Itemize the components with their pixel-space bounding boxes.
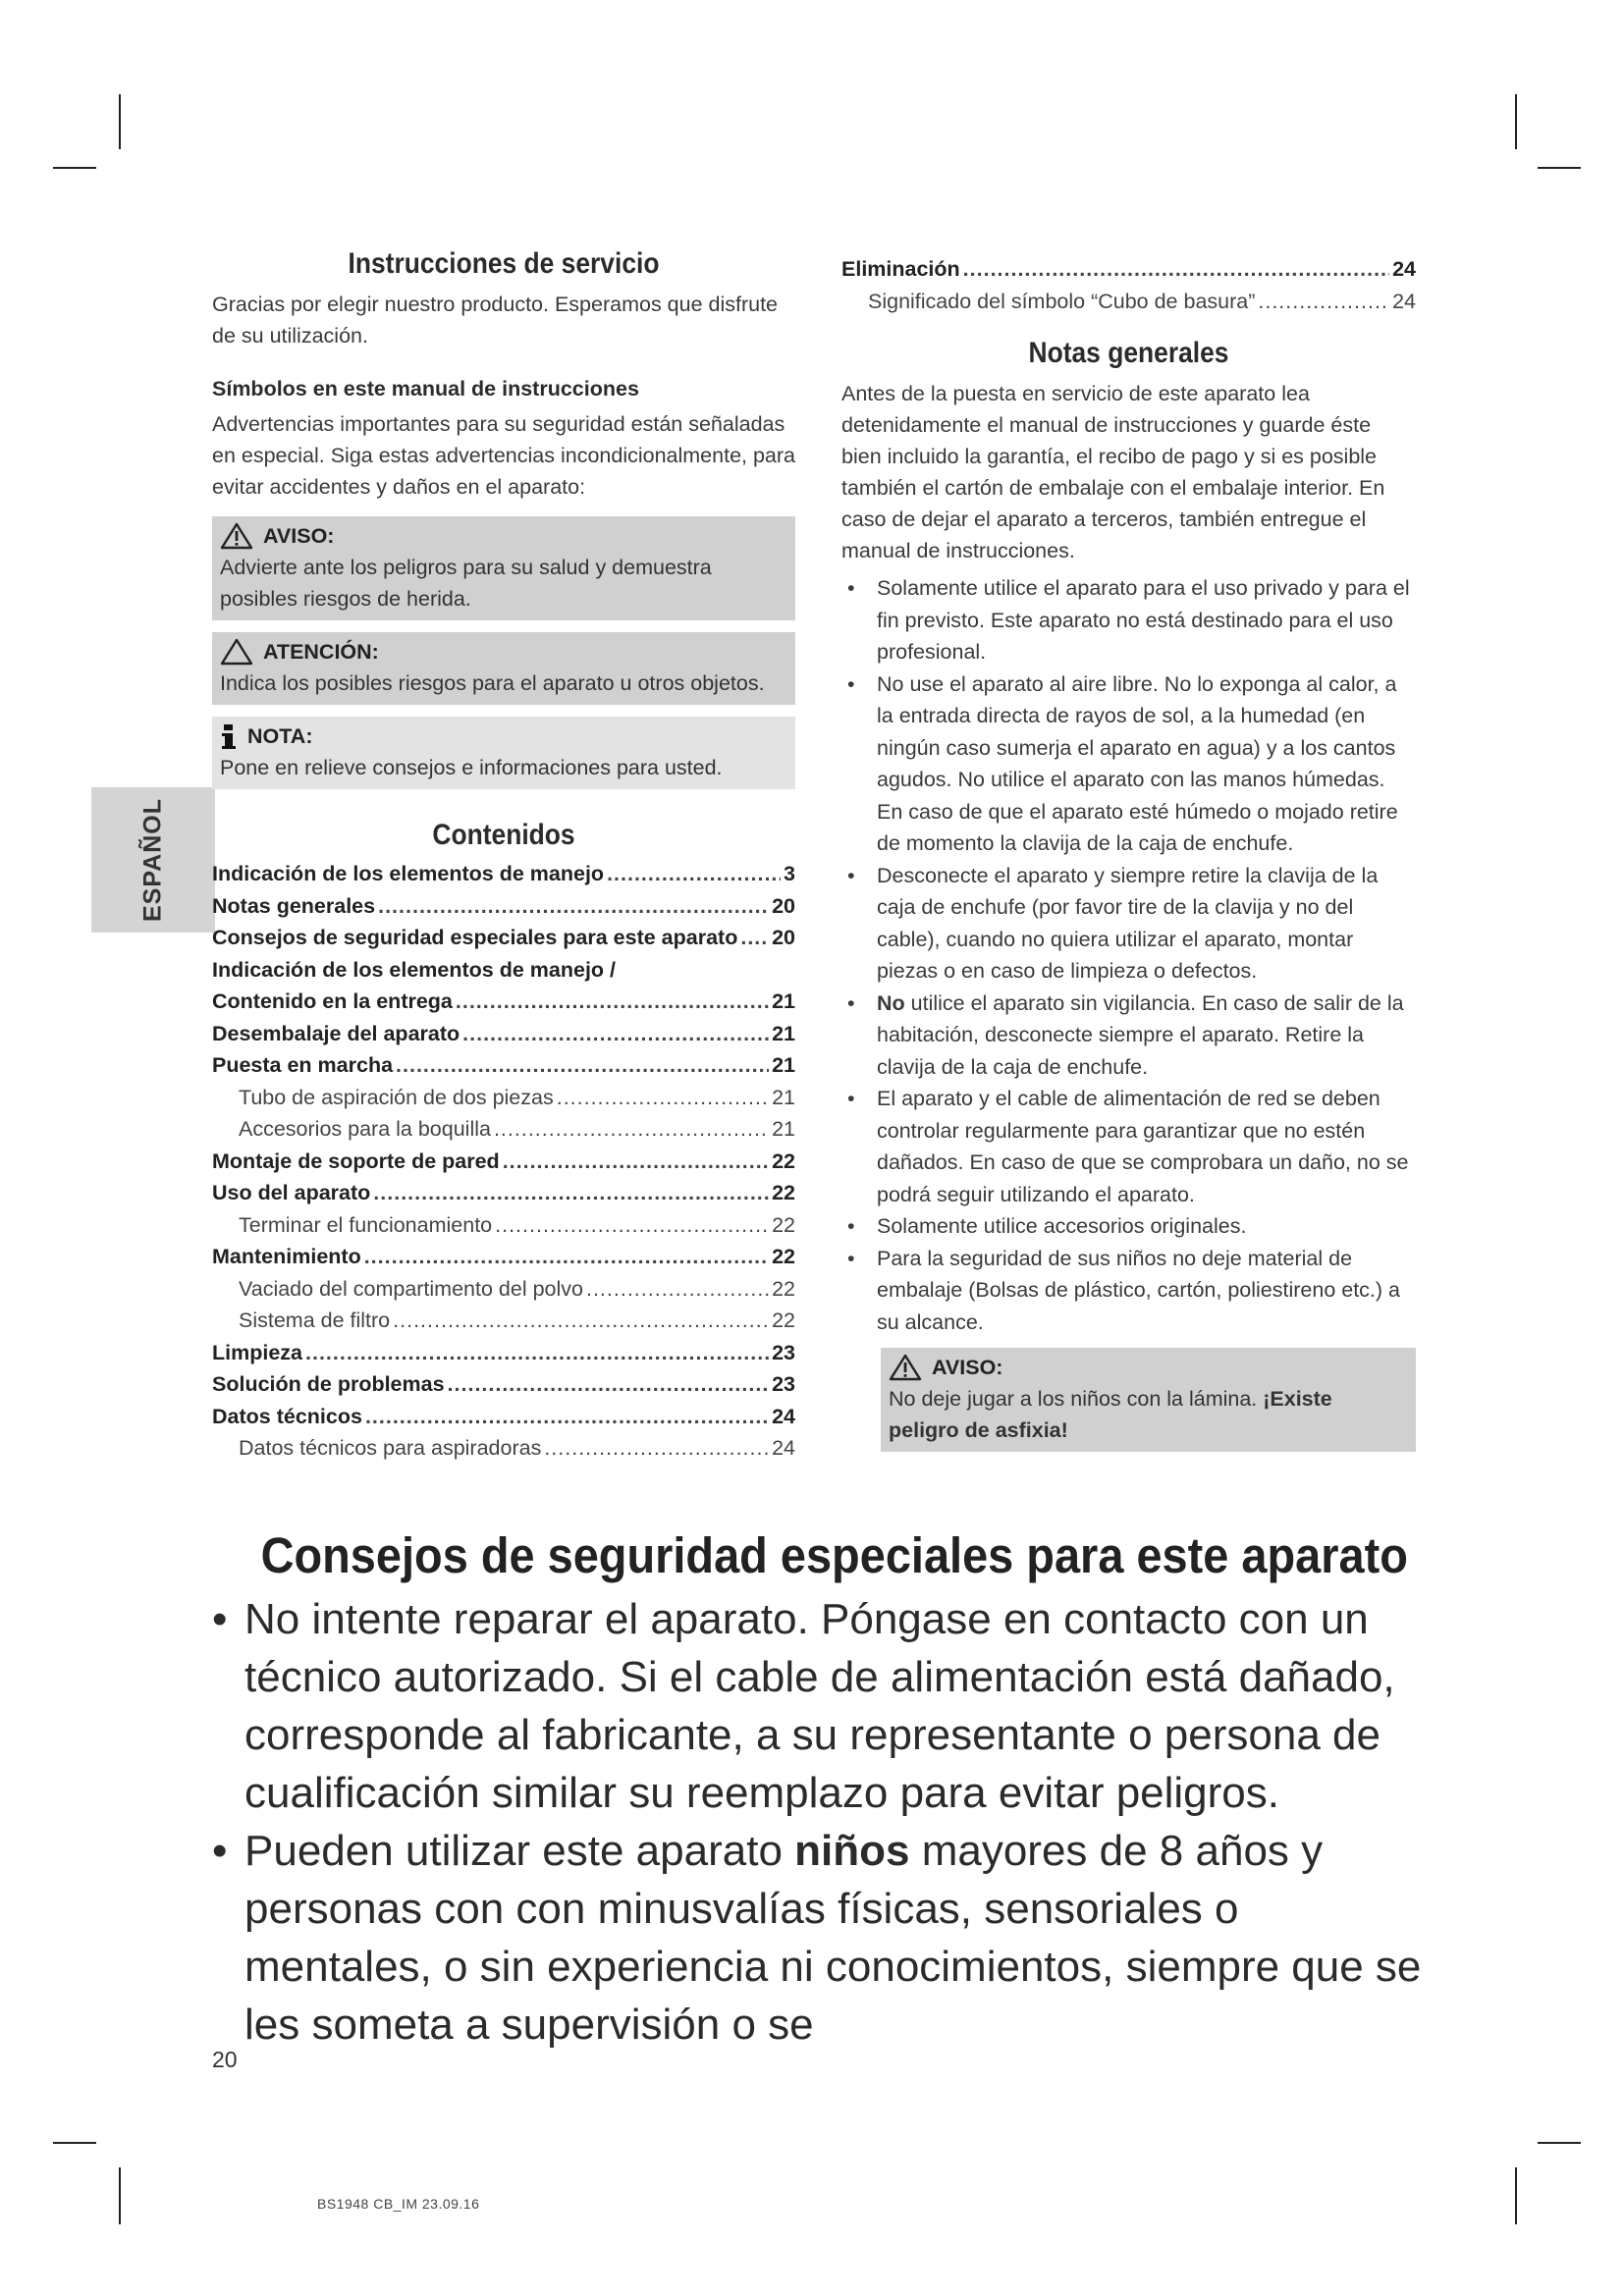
aviso-children-text-plain: No deje jugar a los niños con la lámina. bbox=[889, 1387, 1264, 1411]
toc-entry-leader bbox=[1258, 286, 1389, 318]
toc-entry-page: 23 bbox=[772, 1340, 795, 1364]
warning-triangle-icon bbox=[889, 1354, 922, 1381]
toc-entry-label: Vaciado del compartimento del polvo bbox=[239, 1276, 583, 1301]
toc-entry-page: 21 bbox=[772, 989, 795, 1013]
toc-entry-label: Puesta en marcha bbox=[212, 1053, 394, 1077]
toc-entry-label: Terminar el funcionamiento bbox=[239, 1212, 493, 1237]
safety-item-children-bold: niños bbox=[794, 1827, 910, 1875]
safety-title: Consejos de seguridad especiales para este aparato bbox=[260, 1527, 1408, 1583]
toc-entry-label: Montaje de soporte de pared bbox=[212, 1148, 500, 1173]
aviso-title: AVISO: bbox=[263, 524, 335, 548]
toc-entry-page: 22 bbox=[772, 1181, 795, 1204]
footer-code: BS1948 CB_IM 23.09.16 bbox=[317, 2196, 480, 2212]
crop-mark bbox=[119, 2167, 121, 2224]
safety-item-children-pre: Pueden utilizar este aparato bbox=[244, 1827, 795, 1875]
crop-mark bbox=[119, 94, 121, 149]
toc-entry bbox=[212, 1305, 795, 1337]
atencion-box bbox=[212, 632, 795, 705]
general-note-item: • Desconecte el aparato y siempre retire la clavija de la caja de enchufe (por favor tire de la clavija y no del cable), cuando no quiera utilizar el aparato, montar piezas o en caso de limpieza o defectos. bbox=[841, 860, 1416, 988]
toc-entry-page: 20 bbox=[772, 926, 795, 949]
general-note-item: • Para la seguridad de sus niños no deje material de embalaje (Bolsas de plástico, cartón, poliestireno etc.) a su alcance. bbox=[841, 1243, 1416, 1339]
toc-entry bbox=[841, 253, 1416, 286]
toc-entry-label: Uso del aparato bbox=[212, 1181, 371, 1204]
toc-entry-page: 21 bbox=[772, 1085, 795, 1109]
toc-entry bbox=[212, 1049, 795, 1082]
toc-entry-label: Limpieza bbox=[212, 1340, 302, 1364]
page-number: 20 bbox=[212, 2047, 238, 2072]
table-of-contents bbox=[212, 858, 795, 1465]
safety-section bbox=[212, 1526, 1430, 2054]
toc-entry-page: 20 bbox=[772, 893, 795, 918]
nota-text: Pone en relieve consejos e informaciones para usted. bbox=[220, 756, 723, 779]
toc-entry-label: Sistema de filtro bbox=[239, 1308, 391, 1332]
crop-mark bbox=[1515, 94, 1517, 149]
toc-entry-leader bbox=[494, 1113, 769, 1146]
toc-entry-page: 24 bbox=[1392, 289, 1416, 313]
toc-entry-label: Contenido en la entrega bbox=[212, 989, 453, 1013]
toc-entry-page: 22 bbox=[772, 1276, 795, 1301]
general-note-item-bold: No bbox=[877, 990, 905, 1015]
right-column bbox=[841, 247, 1416, 1452]
toc-entry-page: 24 bbox=[1392, 257, 1416, 281]
aviso-header bbox=[220, 520, 787, 552]
info-icon bbox=[220, 722, 238, 750]
toc-entry bbox=[212, 1209, 795, 1242]
toc-entry-label: Accesorios para la boquilla bbox=[239, 1117, 491, 1141]
toc-entry bbox=[212, 1113, 795, 1146]
toc-entry-leader bbox=[607, 858, 781, 890]
general-note-item: • Solamente utilice el aparato para el uso privado y para el fin previsto. Este aparato no está destinado para el uso profesional. bbox=[841, 572, 1416, 668]
toc-entry-leader bbox=[448, 1368, 770, 1401]
aviso-box-children bbox=[881, 1348, 1416, 1452]
toc-entry-label: Datos técnicos bbox=[212, 1404, 362, 1428]
safety-list bbox=[212, 1590, 1430, 2054]
aviso-text: Advierte ante los peligros para su salud y demuestra posibles riesgos de herida. bbox=[220, 556, 712, 611]
toc-entry bbox=[212, 1241, 795, 1273]
toc-entry-label: Eliminación bbox=[841, 257, 960, 281]
toc-entry-leader bbox=[373, 1177, 769, 1209]
toc-entry-label: Mantenimiento bbox=[212, 1245, 361, 1268]
general-note-item-text: utilice el aparato sin vigilancia. En caso de salir de la habitación, desconecte siempre el aparato. Retire la clavija de la caja de enchufe. bbox=[877, 990, 1404, 1079]
crop-mark bbox=[1515, 2167, 1517, 2224]
toc-entry bbox=[212, 922, 795, 954]
safety-item-repair: • No intente reparar el aparato. Póngase en contacto con un técnico autorizado. Si el cable de alimentación está dañado, corresponde al fabricante, a su representante o persona de cualificación similar su reemplazo para evitar peligros. bbox=[212, 1590, 1430, 1822]
crop-mark bbox=[53, 2142, 96, 2144]
atencion-header bbox=[220, 636, 787, 667]
atencion-text: Indica los posibles riesgos para el aparato u otros objetos. bbox=[220, 671, 765, 695]
instructions-title: Instrucciones de servicio bbox=[348, 247, 660, 280]
toc-entry bbox=[212, 1273, 795, 1306]
symbols-heading: Símbolos en este manual de instrucciones bbox=[212, 377, 639, 400]
toc-entry bbox=[212, 1401, 795, 1433]
crop-mark bbox=[53, 167, 96, 169]
toc-entry-page: 23 bbox=[772, 1372, 795, 1396]
toc-entry-leader bbox=[378, 890, 769, 923]
toc-entry-label: Consejos de seguridad especiales para este aparato bbox=[212, 926, 738, 949]
left-column bbox=[212, 247, 795, 1465]
safety-item-children-post: mayores de 8 años y personas con con minusvalías físicas, sensoriales o mentales, o sin experiencia ni conocimientos, siempre que se les someta a supervisión o se bbox=[244, 1827, 1422, 2049]
safety-item-children bbox=[212, 1822, 1430, 2054]
general-note-item: • El aparato y el cable de alimentación de red se deben controlar regularmente para garantizar que no estén dañados. En caso de que se comprobara un daño, no se podrá seguir utilizando el aparato. bbox=[841, 1083, 1416, 1210]
toc-entry-page: 24 bbox=[772, 1404, 795, 1428]
aviso-children-title: AVISO: bbox=[932, 1356, 1003, 1379]
toc-entry bbox=[212, 1337, 795, 1369]
toc-entry bbox=[212, 986, 795, 1018]
toc-entry bbox=[212, 1432, 795, 1465]
warning-triangle-icon bbox=[220, 522, 253, 550]
toc-entry-label: Notas generales bbox=[212, 893, 376, 918]
toc-entry-leader bbox=[396, 1049, 769, 1082]
intro-text: Gracias por elegir nuestro producto. Esperamos que disfrute de su utilización. bbox=[212, 293, 779, 347]
toc-entry-page: 22 bbox=[772, 1148, 795, 1173]
toc-entry-label: Solución de problemas bbox=[212, 1372, 445, 1396]
toc-entry-leader bbox=[365, 1401, 769, 1433]
language-tab-label: ESPAÑOL bbox=[138, 798, 167, 922]
toc-entry-leader bbox=[544, 1432, 769, 1465]
caution-triangle-icon bbox=[220, 638, 253, 666]
aviso-children-header bbox=[889, 1352, 1408, 1383]
toc-entry-leader bbox=[456, 986, 769, 1018]
toc-entry-leader bbox=[503, 1146, 769, 1178]
nota-title: NOTA: bbox=[247, 724, 313, 748]
toc-entry-page: 22 bbox=[772, 1245, 795, 1268]
toc-entry-page: 21 bbox=[772, 1117, 795, 1141]
toc-entry-leader bbox=[462, 1018, 769, 1050]
general-notes-text: Antes de la puesta en servicio de este aparato lea detenidamente el manual de instrucciones y guarde éste bien incluido la garantía, el recibo de pago y si es posible también el cartón de embalaje con el embalaje interior. En caso de dejar el aparato a terceros, también entregue el manual de instrucciones. bbox=[841, 382, 1385, 562]
toc-entry bbox=[212, 954, 795, 987]
toc-entry-leader bbox=[305, 1337, 769, 1369]
symbols-text: Advertencias importantes para su seguridad están señaladas en especial. Siga estas advertencias incondicionalmente, para evitar accidentes y daños en el aparato: bbox=[212, 412, 796, 499]
toc-entry-leader bbox=[393, 1305, 769, 1337]
nota-header bbox=[220, 721, 787, 752]
toc-entry-page: 21 bbox=[772, 1021, 795, 1045]
toc-entry bbox=[841, 286, 1416, 318]
toc-entry-page: 24 bbox=[772, 1436, 795, 1460]
aviso-children-text-bold: ¡Existe peligro de asfixia! bbox=[889, 1387, 1332, 1442]
aviso-children-text bbox=[889, 1383, 1408, 1446]
toc-entry bbox=[212, 858, 795, 890]
toc-entry-leader bbox=[364, 1241, 769, 1273]
toc-entry-label: Datos técnicos para aspiradoras bbox=[239, 1436, 542, 1460]
contents-title: Contenidos bbox=[432, 819, 575, 851]
table-of-contents-continued bbox=[841, 253, 1416, 317]
crop-mark bbox=[1538, 2142, 1581, 2144]
general-notes-list bbox=[841, 572, 1416, 1338]
toc-entry-leader bbox=[740, 922, 769, 954]
language-tab bbox=[91, 787, 215, 933]
toc-entry-label: Tubo de aspiración de dos piezas bbox=[239, 1085, 554, 1109]
aviso-box bbox=[212, 516, 795, 620]
toc-entry bbox=[212, 1368, 795, 1401]
toc-entry-page: 22 bbox=[772, 1212, 795, 1237]
toc-entry-leader bbox=[963, 253, 1389, 286]
toc-entry-page: 3 bbox=[784, 862, 795, 885]
general-note-item: • Solamente utilice accesorios originales. bbox=[841, 1210, 1416, 1243]
toc-entry-leader bbox=[495, 1209, 769, 1242]
toc-entry bbox=[212, 890, 795, 923]
general-note-item bbox=[841, 988, 1416, 1084]
toc-entry-leader bbox=[557, 1082, 769, 1114]
atencion-title: ATENCIÓN: bbox=[263, 640, 379, 664]
toc-entry-page: 22 bbox=[772, 1308, 795, 1332]
toc-entry-label: Indicación de los elementos de manejo bbox=[212, 862, 605, 885]
crop-mark bbox=[1538, 167, 1581, 169]
toc-entry-label: Significado del símbolo “Cubo de basura” bbox=[868, 289, 1256, 313]
general-notes-title: Notas generales bbox=[1028, 337, 1229, 369]
toc-entry bbox=[212, 1146, 795, 1178]
nota-box bbox=[212, 717, 795, 789]
toc-entry bbox=[212, 1018, 795, 1050]
toc-entry bbox=[212, 1177, 795, 1209]
toc-entry-label: Desembalaje del aparato bbox=[212, 1021, 460, 1045]
toc-entry-label: Indicación de los elementos de manejo / bbox=[212, 957, 616, 982]
toc-entry bbox=[212, 1082, 795, 1114]
toc-entry-page: 21 bbox=[772, 1053, 795, 1077]
toc-entry-leader bbox=[586, 1273, 769, 1306]
general-note-item: • No use el aparato al aire libre. No lo exponga al calor, a la entrada directa de rayos de sol, a la humedad (en ningún caso sumerja el aparato en agua) y a los cantos agudos. No utilice el aparato con las manos húmedas. En caso de que el aparato esté húmedo o mojado retire de momento la clavija de la caja de enchufe. bbox=[841, 668, 1416, 860]
